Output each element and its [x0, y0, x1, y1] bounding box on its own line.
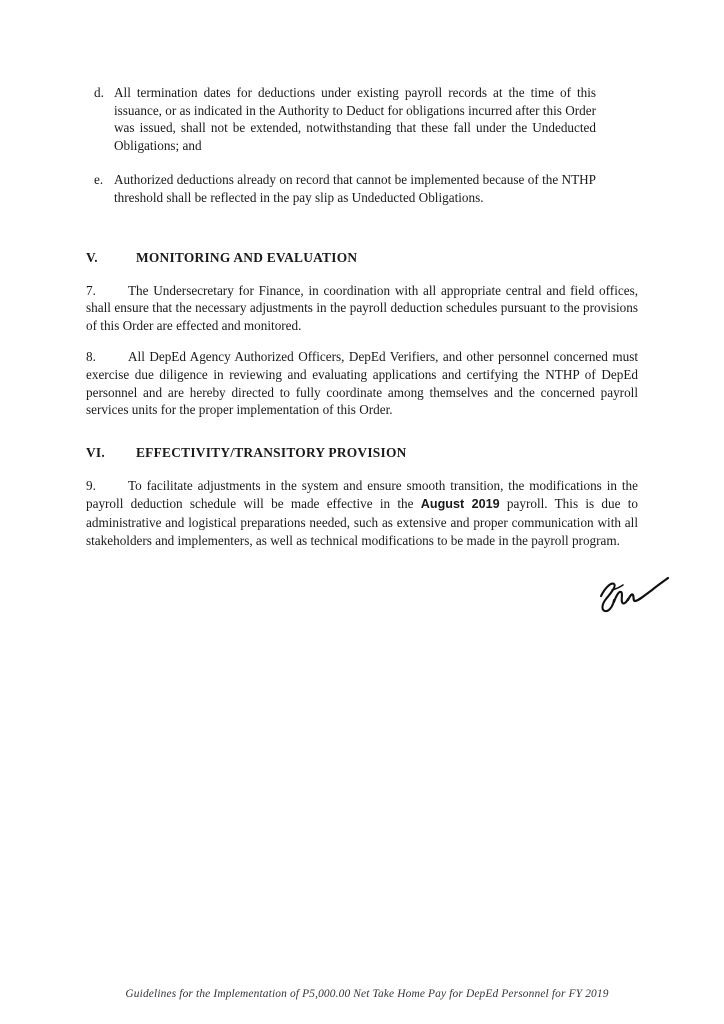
paragraph-8 — [86, 348, 638, 419]
handwritten-initials-mark — [592, 572, 672, 616]
list-item — [86, 171, 596, 206]
effectivity-date-emphasis: August 2019 — [420, 496, 500, 511]
list-item-text: All termination dates for deductions under existing payroll records at the time of this issuance, or as indicated in the Authority to Deduct for obligations incurred after this Order was issued, shall not be extended, notwithstanding that these fall under the Undeducted Obligations; and — [114, 85, 596, 153]
lettered-list — [86, 84, 596, 207]
paragraph-9 — [86, 477, 638, 549]
paragraph-7 — [86, 282, 638, 335]
spacer — [86, 419, 638, 445]
paragraph-number: 8. — [86, 348, 96, 364]
spacer — [86, 266, 638, 282]
section-heading-v — [86, 250, 638, 266]
list-item-text: Authorized deductions already on record that cannot be implemented because of the NTHP threshold shall be reflected in the pay slip as Undeducted Obligations. — [114, 172, 596, 205]
paragraph-number: 9. — [86, 478, 96, 494]
spacer — [86, 335, 638, 348]
spacer — [86, 224, 638, 250]
list-item-marker: d. — [94, 85, 104, 100]
page-footer — [0, 988, 724, 1000]
document-body — [86, 84, 638, 549]
paragraph-number: 7. — [86, 282, 96, 298]
section-numeral: VI. — [86, 445, 105, 461]
paragraph-text-after-emphasis: payroll. This is due to administrative and logistical preparations needed, such as extensive and proper communication with all stakeholders and implementers, as well as technical modifications to be made in the payroll program. — [86, 495, 639, 548]
paragraph-text: All DepEd Agency Authorized Officers, DepEd Verifiers, and other personnel concerned must exercise due diligence in reviewing and evaluating applications and certifying the NTHP of DepEd personnel and are hereby directed to fully coordinate among themselves and the concerned payroll services units for the proper implementation of this Order. — [86, 348, 638, 418]
paragraph-text-before-emphasis: To facilitate adjustments in the system and ensure smooth transition, the modifications in the payroll deduction schedule will be made effective in the — [86, 478, 638, 511]
list-item-marker: e. — [94, 172, 104, 188]
list-item — [86, 84, 596, 154]
paragraph-text: The Undersecretary for Finance, in coordination with all appropriate central and field offices, shall ensure that the necessary adjustments in the payroll deduction schedules pursuant to the provisions of this Order are effected and monitored. — [86, 282, 638, 334]
section-title: MONITORING AND EVALUATION — [136, 249, 358, 265]
section-title: EFFECTIVITY/TRANSITORY PROVISION — [136, 445, 407, 461]
section-heading-vi — [86, 445, 638, 461]
spacer — [86, 461, 638, 477]
footer-text: Guidelines for the Implementation of P5,000.00 Net Take Home Pay for DepEd Personnel for FY 2019 — [125, 988, 609, 1000]
section-numeral: V. — [86, 249, 98, 265]
